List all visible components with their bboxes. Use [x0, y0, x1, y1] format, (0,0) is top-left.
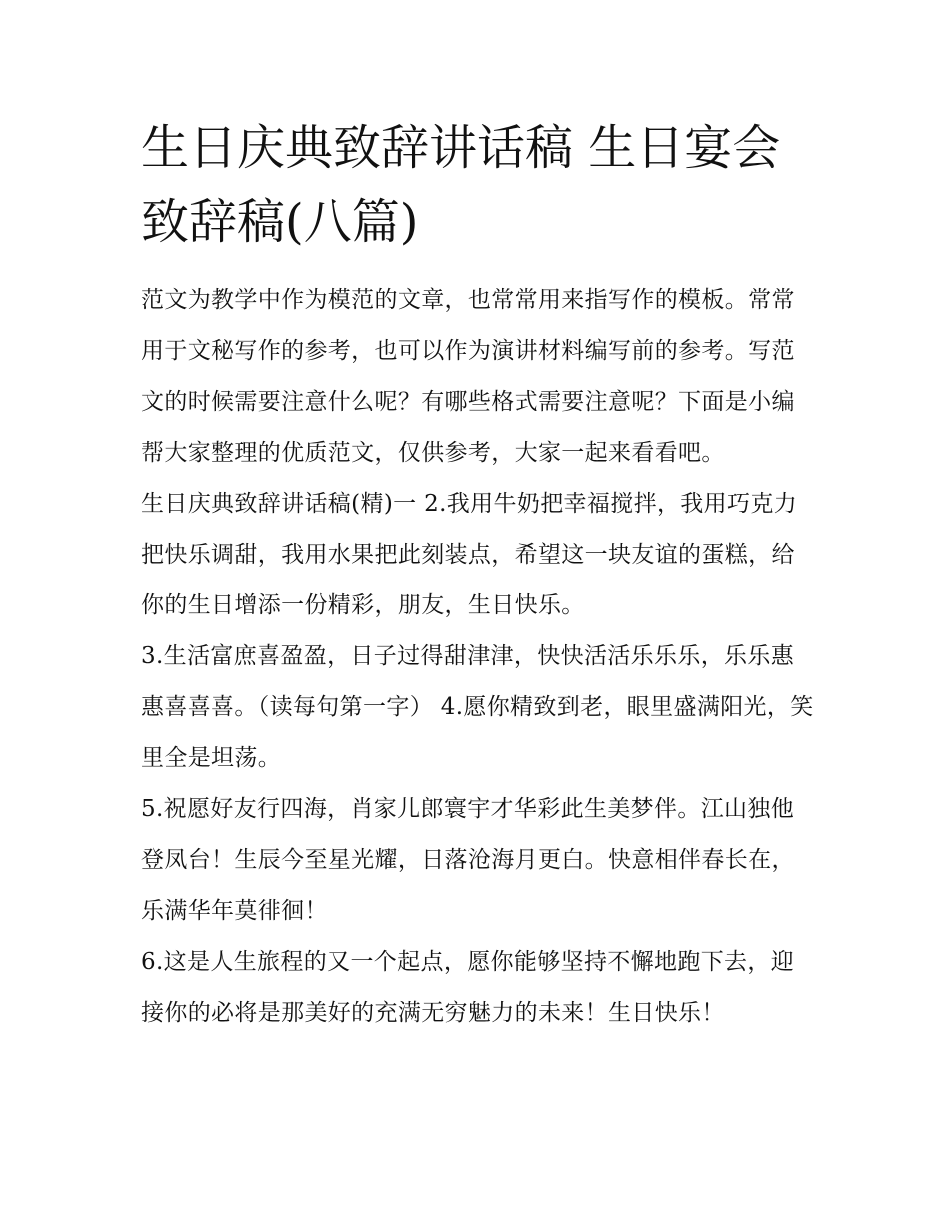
paragraph-wish-5: 5.祝愿好友行四海，肖家儿郎寰宇才华彩此生美梦伴。江山独他登凤台！生辰今至星光耀，日落沧海月更白。快意相伴春长在，乐满华年莫徘徊！ [141, 796, 795, 924]
paragraph-wish-1-2: 生日庆典致辞讲话稿(精)一 2.我用牛奶把幸福搅拌，我用巧克力把快乐调甜，我用水果把此刻装点，希望这一块友谊的蛋糕，给你的生日增添一份精彩，朋友，生日快乐。 [141, 490, 798, 619]
document-title: 生日庆典致辞讲话稿 生日宴会致辞稿(八篇) [141, 120, 781, 250]
document-content [141, 111, 816, 1039]
paragraph-wish-6: 6.这是人生旅程的又一个起点，愿你能够坚持不懈地跑下去，迎接你的必将是那美好的充满无穷魅力的未来！生日快乐！ [141, 948, 795, 1026]
intro-paragraph: 范文为教学中作为模范的文章，也常常用来指写作的模板。常常用于文秘写作的参考，也可以作为演讲材料编写前的参考。写范文的时候需要注意什么呢？有哪些格式需要注意呢？下面是小编帮大家整理的优质范文，仅供参考，大家一起来看看吧。 [141, 287, 795, 466]
paragraph-wish-3-4: 3.生活富庶喜盈盈，日子过得甜津津，快快活活乐乐乐，乐乐惠惠喜喜喜。（读每句第一字） 4.愿你精致到老，眼里盛满阳光，笑里全是坦荡。 [141, 643, 814, 772]
